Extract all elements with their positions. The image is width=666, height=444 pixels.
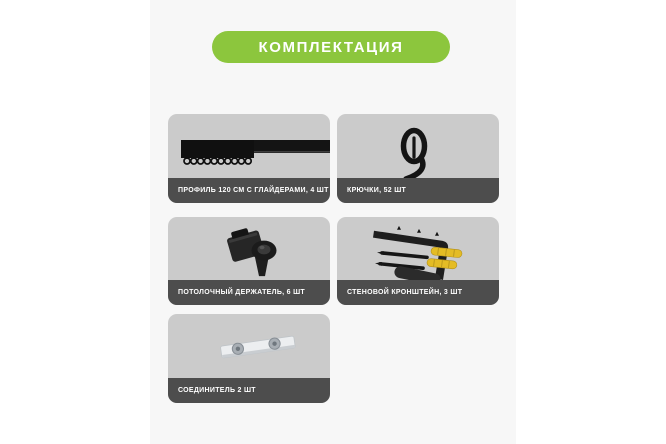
card-caption xyxy=(168,378,330,403)
wall-bracket-kit-icon xyxy=(337,217,499,280)
card-caption xyxy=(168,280,330,305)
card-profile xyxy=(168,114,330,203)
card-caption xyxy=(337,178,499,203)
card-caption xyxy=(168,178,330,203)
ceiling-holder-icon xyxy=(168,217,330,280)
card-label: ПРОФИЛЬ 120 СМ С ГЛАЙДЕРАМИ, 4 ШТ xyxy=(178,187,329,194)
card-connector xyxy=(168,314,330,403)
card-label: ПОТОЛОЧНЫЙ ДЕРЖАТЕЛЬ, 6 ШТ xyxy=(178,289,305,296)
section-title: КОМПЛЕКТАЦИЯ xyxy=(258,38,404,56)
card-caption xyxy=(337,280,499,305)
card-holder xyxy=(168,217,330,305)
card-label: КРЮЧКИ, 52 ШТ xyxy=(347,187,407,194)
card-label: СОЕДИНИТЕЛЬ 2 ШТ xyxy=(178,387,256,394)
curtain-profile-with-gliders-icon xyxy=(168,114,330,178)
card-label: СТЕНОВОЙ КРОНШТЕЙН, 3 ШТ xyxy=(347,289,463,296)
card-bracket xyxy=(337,217,499,305)
curtain-hook-icon xyxy=(337,114,499,178)
section-header-pill xyxy=(212,31,450,63)
connector-plate-icon xyxy=(168,314,330,378)
card-hooks xyxy=(337,114,499,203)
